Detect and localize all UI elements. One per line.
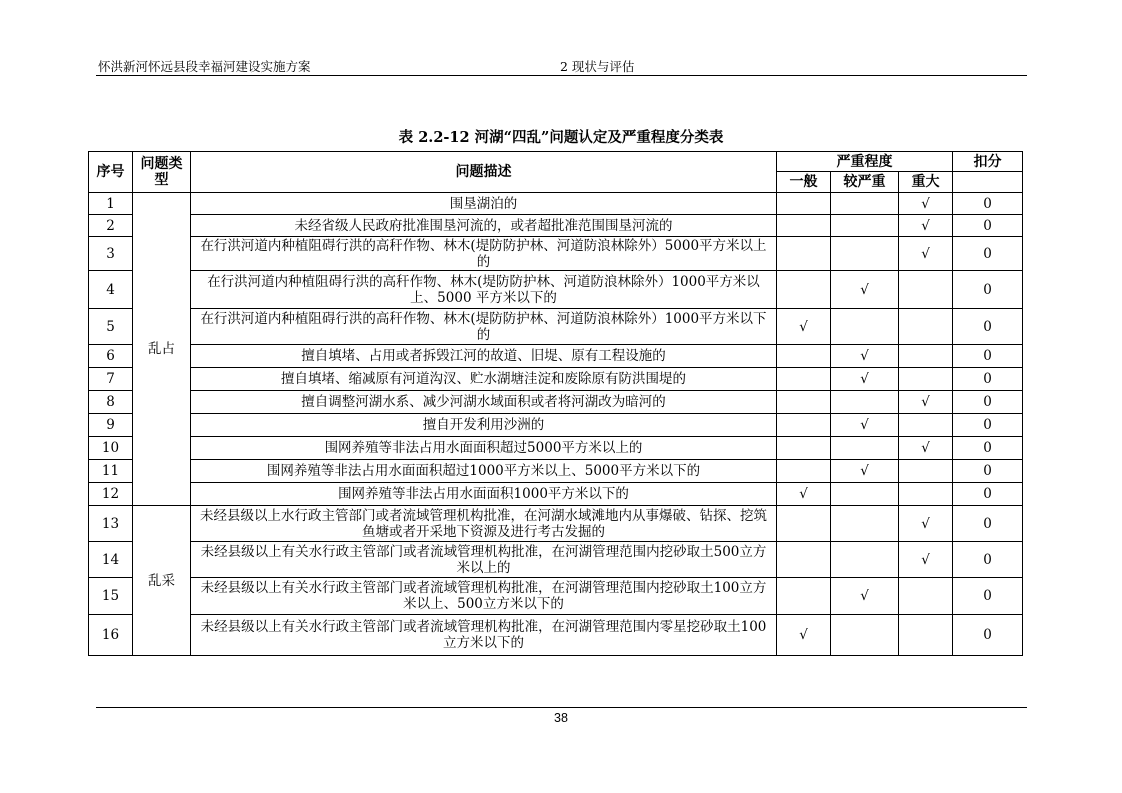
row-number: 11 bbox=[89, 460, 133, 483]
severity-general-cell: √ bbox=[777, 309, 831, 345]
deduct-score: 0 bbox=[953, 506, 1023, 542]
table-row bbox=[89, 506, 1023, 542]
deduct-score: 0 bbox=[953, 460, 1023, 483]
severity-major-cell bbox=[899, 483, 953, 506]
severity-serious-cell: √ bbox=[831, 460, 899, 483]
severity-major-cell: √ bbox=[899, 237, 953, 271]
deduct-score: 0 bbox=[953, 542, 1023, 578]
severity-serious-cell bbox=[831, 237, 899, 271]
severity-general-cell bbox=[777, 460, 831, 483]
severity-major-cell: √ bbox=[899, 506, 953, 542]
severity-general-cell bbox=[777, 506, 831, 542]
header-divider bbox=[96, 75, 1027, 76]
page-number: 38 bbox=[554, 711, 568, 725]
table-row bbox=[89, 237, 1023, 271]
table-row bbox=[89, 271, 1023, 309]
row-number: 15 bbox=[89, 578, 133, 615]
deduct-score: 0 bbox=[953, 345, 1023, 368]
severity-major-cell: √ bbox=[899, 215, 953, 237]
row-number: 10 bbox=[89, 437, 133, 460]
page-header-right: 2 现状与评估 bbox=[560, 59, 635, 74]
problem-description: 未经省级人民政府批准围垦河流的，或者超批准范围围垦河流的 bbox=[191, 215, 777, 237]
table-row bbox=[89, 437, 1023, 460]
problem-description: 未经县级以上有关水行政主管部门或者流域管理机构批准，在河湖管理范围内零星挖砂取土100立方米以下的 bbox=[191, 615, 777, 656]
deduct-score: 0 bbox=[953, 237, 1023, 271]
row-number: 2 bbox=[89, 215, 133, 237]
row-number: 8 bbox=[89, 391, 133, 414]
severity-serious-cell: √ bbox=[831, 414, 899, 437]
deduct-score: 0 bbox=[953, 193, 1023, 215]
severity-major-cell bbox=[899, 368, 953, 391]
deduct-score: 0 bbox=[953, 309, 1023, 345]
problem-type: 乱采 bbox=[133, 506, 191, 656]
problem-type: 乱占 bbox=[133, 193, 191, 506]
severity-general-cell bbox=[777, 391, 831, 414]
page-header-left: 怀洪新河怀远县段幸福河建设实施方案 bbox=[98, 59, 311, 74]
row-number: 9 bbox=[89, 414, 133, 437]
row-number: 6 bbox=[89, 345, 133, 368]
severity-serious-cell bbox=[831, 193, 899, 215]
footer-divider bbox=[96, 707, 1027, 708]
problem-description: 围垦湖泊的 bbox=[191, 193, 777, 215]
deduct-score: 0 bbox=[953, 391, 1023, 414]
severity-general-cell bbox=[777, 345, 831, 368]
table-row bbox=[89, 193, 1023, 215]
severity-major-cell bbox=[899, 615, 953, 656]
header-severity: 严重程度 bbox=[777, 152, 953, 172]
table-row bbox=[89, 345, 1023, 368]
severity-serious-cell: √ bbox=[831, 368, 899, 391]
table-row bbox=[89, 391, 1023, 414]
severity-serious-cell: √ bbox=[831, 578, 899, 615]
row-number: 4 bbox=[89, 271, 133, 309]
table-row bbox=[89, 483, 1023, 506]
problem-description: 在行洪河道内种植阻碍行洪的高秆作物、林木(堤防防护林、河道防浪林除外）1000平方米以上、5000 平方米以下的 bbox=[191, 271, 777, 309]
header-serious: 较严重 bbox=[831, 172, 899, 193]
deduct-score: 0 bbox=[953, 271, 1023, 309]
severity-major-cell bbox=[899, 578, 953, 615]
severity-general-cell bbox=[777, 193, 831, 215]
header-deduct-blank bbox=[953, 172, 1023, 193]
header-general: 一般 bbox=[777, 172, 831, 193]
problem-description: 围网养殖等非法占用水面面积超过5000平方米以上的 bbox=[191, 437, 777, 460]
severity-general-cell bbox=[777, 237, 831, 271]
table-row bbox=[89, 615, 1023, 656]
header-desc: 问题描述 bbox=[191, 152, 777, 193]
severity-general-cell bbox=[777, 414, 831, 437]
severity-serious-cell bbox=[831, 309, 899, 345]
table-row bbox=[89, 414, 1023, 437]
row-number: 14 bbox=[89, 542, 133, 578]
deduct-score: 0 bbox=[953, 483, 1023, 506]
severity-general-cell bbox=[777, 542, 831, 578]
severity-major-cell: √ bbox=[899, 437, 953, 460]
table-row bbox=[89, 460, 1023, 483]
table-row bbox=[89, 542, 1023, 578]
severity-major-cell: √ bbox=[899, 542, 953, 578]
deduct-score: 0 bbox=[953, 215, 1023, 237]
row-number: 16 bbox=[89, 615, 133, 656]
severity-serious-cell bbox=[831, 615, 899, 656]
problem-description: 擅自填堵、占用或者拆毁江河的故道、旧堤、原有工程设施的 bbox=[191, 345, 777, 368]
row-number: 1 bbox=[89, 193, 133, 215]
severity-serious-cell bbox=[831, 437, 899, 460]
row-number: 7 bbox=[89, 368, 133, 391]
header-type: 问题类型 bbox=[133, 152, 191, 193]
severity-major-cell: √ bbox=[899, 193, 953, 215]
problem-description: 未经县级以上有关水行政主管部门或者流域管理机构批准，在河湖管理范围内挖砂取土500立方米以上的 bbox=[191, 542, 777, 578]
row-number: 12 bbox=[89, 483, 133, 506]
severity-major-cell bbox=[899, 309, 953, 345]
row-number: 5 bbox=[89, 309, 133, 345]
severity-general-cell: √ bbox=[777, 615, 831, 656]
row-number: 3 bbox=[89, 237, 133, 271]
severity-major-cell bbox=[899, 460, 953, 483]
problem-description: 围网养殖等非法占用水面面积超过1000平方米以上、5000平方米以下的 bbox=[191, 460, 777, 483]
header-major: 重大 bbox=[899, 172, 953, 193]
problem-description: 围网养殖等非法占用水面面积1000平方米以下的 bbox=[191, 483, 777, 506]
problem-description: 擅自开发利用沙洲的 bbox=[191, 414, 777, 437]
severity-major-cell bbox=[899, 345, 953, 368]
deduct-score: 0 bbox=[953, 368, 1023, 391]
problem-description: 在行洪河道内种植阻碍行洪的高秆作物、林木(堤防防护林、河道防浪林除外）1000平方米以下的 bbox=[191, 309, 777, 345]
severity-serious-cell bbox=[831, 506, 899, 542]
table-row bbox=[89, 368, 1023, 391]
severity-general-cell bbox=[777, 578, 831, 615]
header-no: 序号 bbox=[89, 152, 133, 193]
table-title: 表 2.2-12 河湖“四乱”问题认定及严重程度分类表 bbox=[398, 129, 724, 146]
severity-general-cell bbox=[777, 368, 831, 391]
severity-serious-cell bbox=[831, 391, 899, 414]
problem-description: 未经县级以上有关水行政主管部门或者流域管理机构批准，在河湖管理范围内挖砂取土100立方米以上、500立方米以下的 bbox=[191, 578, 777, 615]
row-number: 13 bbox=[89, 506, 133, 542]
classification-table bbox=[88, 151, 1023, 656]
deduct-score: 0 bbox=[953, 578, 1023, 615]
severity-general-cell bbox=[777, 437, 831, 460]
severity-major-cell bbox=[899, 414, 953, 437]
table-row bbox=[89, 578, 1023, 615]
table-row bbox=[89, 215, 1023, 237]
header-deduct: 扣分 bbox=[953, 152, 1023, 172]
severity-serious-cell: √ bbox=[831, 345, 899, 368]
severity-serious-cell bbox=[831, 542, 899, 578]
severity-major-cell bbox=[899, 271, 953, 309]
deduct-score: 0 bbox=[953, 615, 1023, 656]
severity-general-cell: √ bbox=[777, 483, 831, 506]
table-row bbox=[89, 309, 1023, 345]
deduct-score: 0 bbox=[953, 414, 1023, 437]
problem-description: 擅自填堵、缩减原有河道沟汊、贮水湖塘洼淀和废除原有防洪围堤的 bbox=[191, 368, 777, 391]
severity-serious-cell bbox=[831, 215, 899, 237]
severity-serious-cell: √ bbox=[831, 271, 899, 309]
problem-description: 未经县级以上水行政主管部门或者流域管理机构批准，在河湖水域滩地内从事爆破、钻探、挖筑鱼塘或者开采地下资源及进行考古发掘的 bbox=[191, 506, 777, 542]
problem-description: 在行洪河道内种植阻碍行洪的高秆作物、林木(堤防防护林、河道防浪林除外）5000平方米以上的 bbox=[191, 237, 777, 271]
severity-general-cell bbox=[777, 271, 831, 309]
severity-serious-cell bbox=[831, 483, 899, 506]
severity-general-cell bbox=[777, 215, 831, 237]
severity-major-cell: √ bbox=[899, 391, 953, 414]
deduct-score: 0 bbox=[953, 437, 1023, 460]
problem-description: 擅自调整河湖水系、减少河湖水域面积或者将河湖改为暗河的 bbox=[191, 391, 777, 414]
